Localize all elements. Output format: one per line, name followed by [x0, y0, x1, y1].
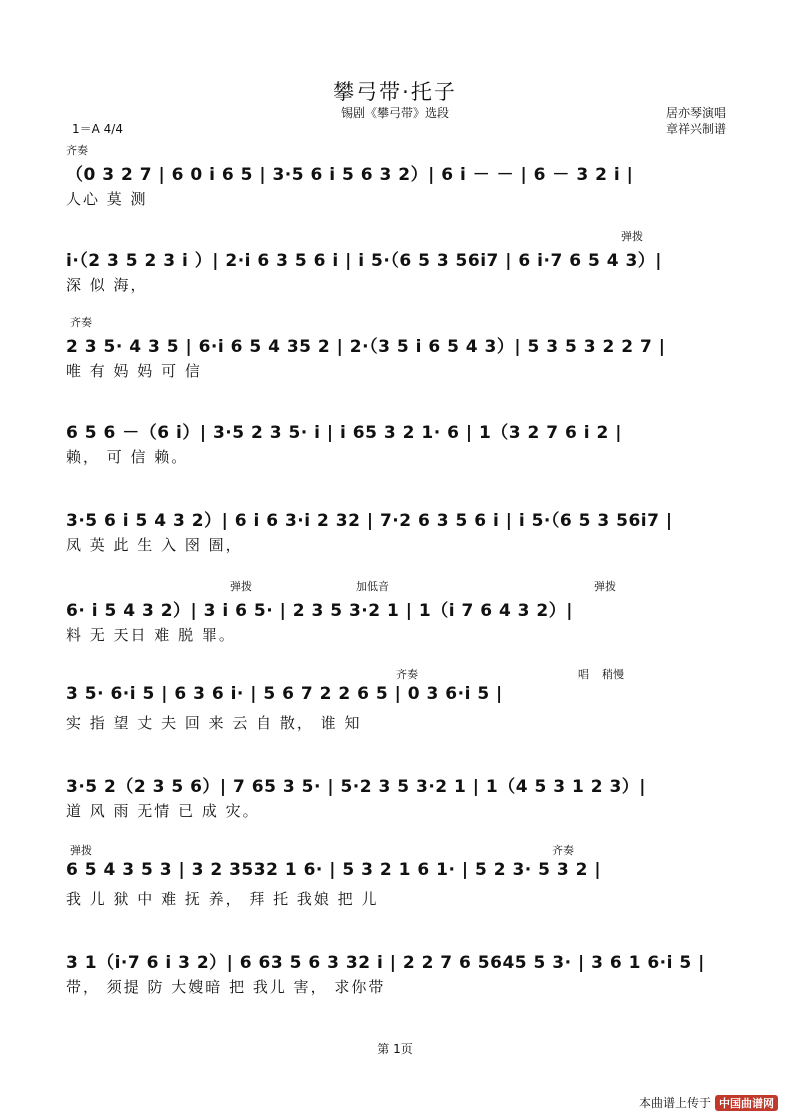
notation-line: 3 5· 6·i 5 | 6 3 6 i· | 5 6 7 2 2 6 5 | 0 3 6·i 5 | [66, 684, 503, 704]
score-system [66, 948, 736, 1028]
lyrics-line: 我 儿 狱 中 难 抚 养， 拜 托 我娘 把 儿 [66, 890, 379, 908]
performance-mark: 弹拨 [621, 230, 643, 243]
lyrics-line: 道 风 雨 无情 已 成 灾。 [66, 802, 260, 820]
performance-mark: 齐奏 [70, 316, 92, 329]
performance-mark: 稍慢 [602, 668, 624, 681]
notation-line: 3·5 6 i 5 4 3 2）| 6 i 6 3·i 2 32 | 7·2 6 3 5 6 i | i 5·（6 5 3 56i7 | [66, 511, 673, 530]
score-subtitle: 锡剧《攀弓带》选段 [340, 106, 449, 120]
arranger-credit: 章祥兴制谱 [665, 122, 726, 136]
notation-line: 3·5 2（2 3 5 6）| 7 65 3 5· | 5·2 3 5 3·2 1 | 1（4 5 3 1 2 3）| [66, 777, 646, 796]
lyrics-line: 唯 有 妈 妈 可 信 [66, 362, 202, 380]
score-system [66, 418, 736, 498]
lyrics-line: 人心 莫 测 [66, 190, 148, 208]
notation-line: 3 1（i·7 6 i 3 2）| 6 63 5 6 3 32 i | 2 2 7 6 5645 5 3· | 3 6 1 6·i 5 | [66, 953, 705, 972]
upload-note [639, 1094, 778, 1111]
page-number: 第 1页 [377, 1042, 413, 1056]
notation-line: 2 3 5· 4 3 5 | 6·i 6 5 4 35 2 | 2·（3 5 i 6 5 4 3）| 5 3 5 3 2 2 7 | [66, 337, 666, 356]
key-signature: 1＝A 4/4 [72, 122, 123, 136]
singer-credit: 居亦琴演唱 [665, 106, 726, 120]
performance-mark: 齐奏 [552, 844, 574, 857]
notation-line: 6· i 5 4 3 2）| 3 i 6 5· | 2 3 5 3·2 1 | 1（i 7 6 4 3 2）| [66, 601, 573, 620]
notation-line: （0 3 2 7 | 6 0 i 6 5 | 3·5 6 i 5 6 3 2）| 6 i － － | 6 － 3 2 i | [66, 165, 634, 184]
site-logo: 中国曲谱网 [715, 1095, 778, 1111]
upload-label: 本曲谱上传于 [638, 1096, 711, 1110]
lyrics-line: 实 指 望 丈 夫 回 来 云 自 散， 谁 知 [66, 714, 362, 732]
score-system [66, 230, 736, 326]
score-system [66, 844, 736, 940]
performance-mark: 唱 [578, 668, 589, 681]
lyrics-line: 带， 须提 防 大嫂暗 把 我儿 害， 求你带 [66, 978, 386, 996]
lyrics-line: 料 无 天日 难 脱 罪。 [66, 626, 236, 644]
performance-mark: 加低音 [356, 580, 389, 593]
lyrics-line: 凤 英 此 生 入 囹 圄， [66, 536, 243, 554]
score-system [66, 506, 736, 586]
lyrics-line: 深 似 海， [66, 276, 148, 294]
score-system [66, 316, 736, 412]
notation-line: 6 5 6 －（6 i）| 3·5 2 3 5· i | i 65 3 2 1· 6 | 1（3 2 7 6 i 2 | [66, 423, 622, 442]
notation-line: 6 5 4 3 5 3 | 3 2 3532 1 6· | 5 3 2 1 6 1· | 5 2 3· 5 3 2 | [66, 860, 602, 880]
performance-mark: 弹拨 [70, 844, 92, 857]
lyrics-line: 赖， 可 信 赖。 [66, 448, 189, 466]
notation-line: i·（2 3 5 2 3 i ）| 2·i 6 3 5 6 i | i 5·（6 5 3 56i7 | 6 i·7 6 5 4 3）| [66, 251, 662, 270]
performance-mark: 弹拨 [230, 580, 252, 593]
performance-mark: 弹拨 [594, 580, 616, 593]
score-system [66, 772, 736, 852]
score-title: 攀弓带·托子 [333, 80, 457, 104]
score-system [66, 668, 736, 764]
score-system [66, 580, 736, 676]
performance-mark: 齐奏 [396, 668, 418, 681]
performance-mark: 齐奏 [66, 144, 88, 157]
